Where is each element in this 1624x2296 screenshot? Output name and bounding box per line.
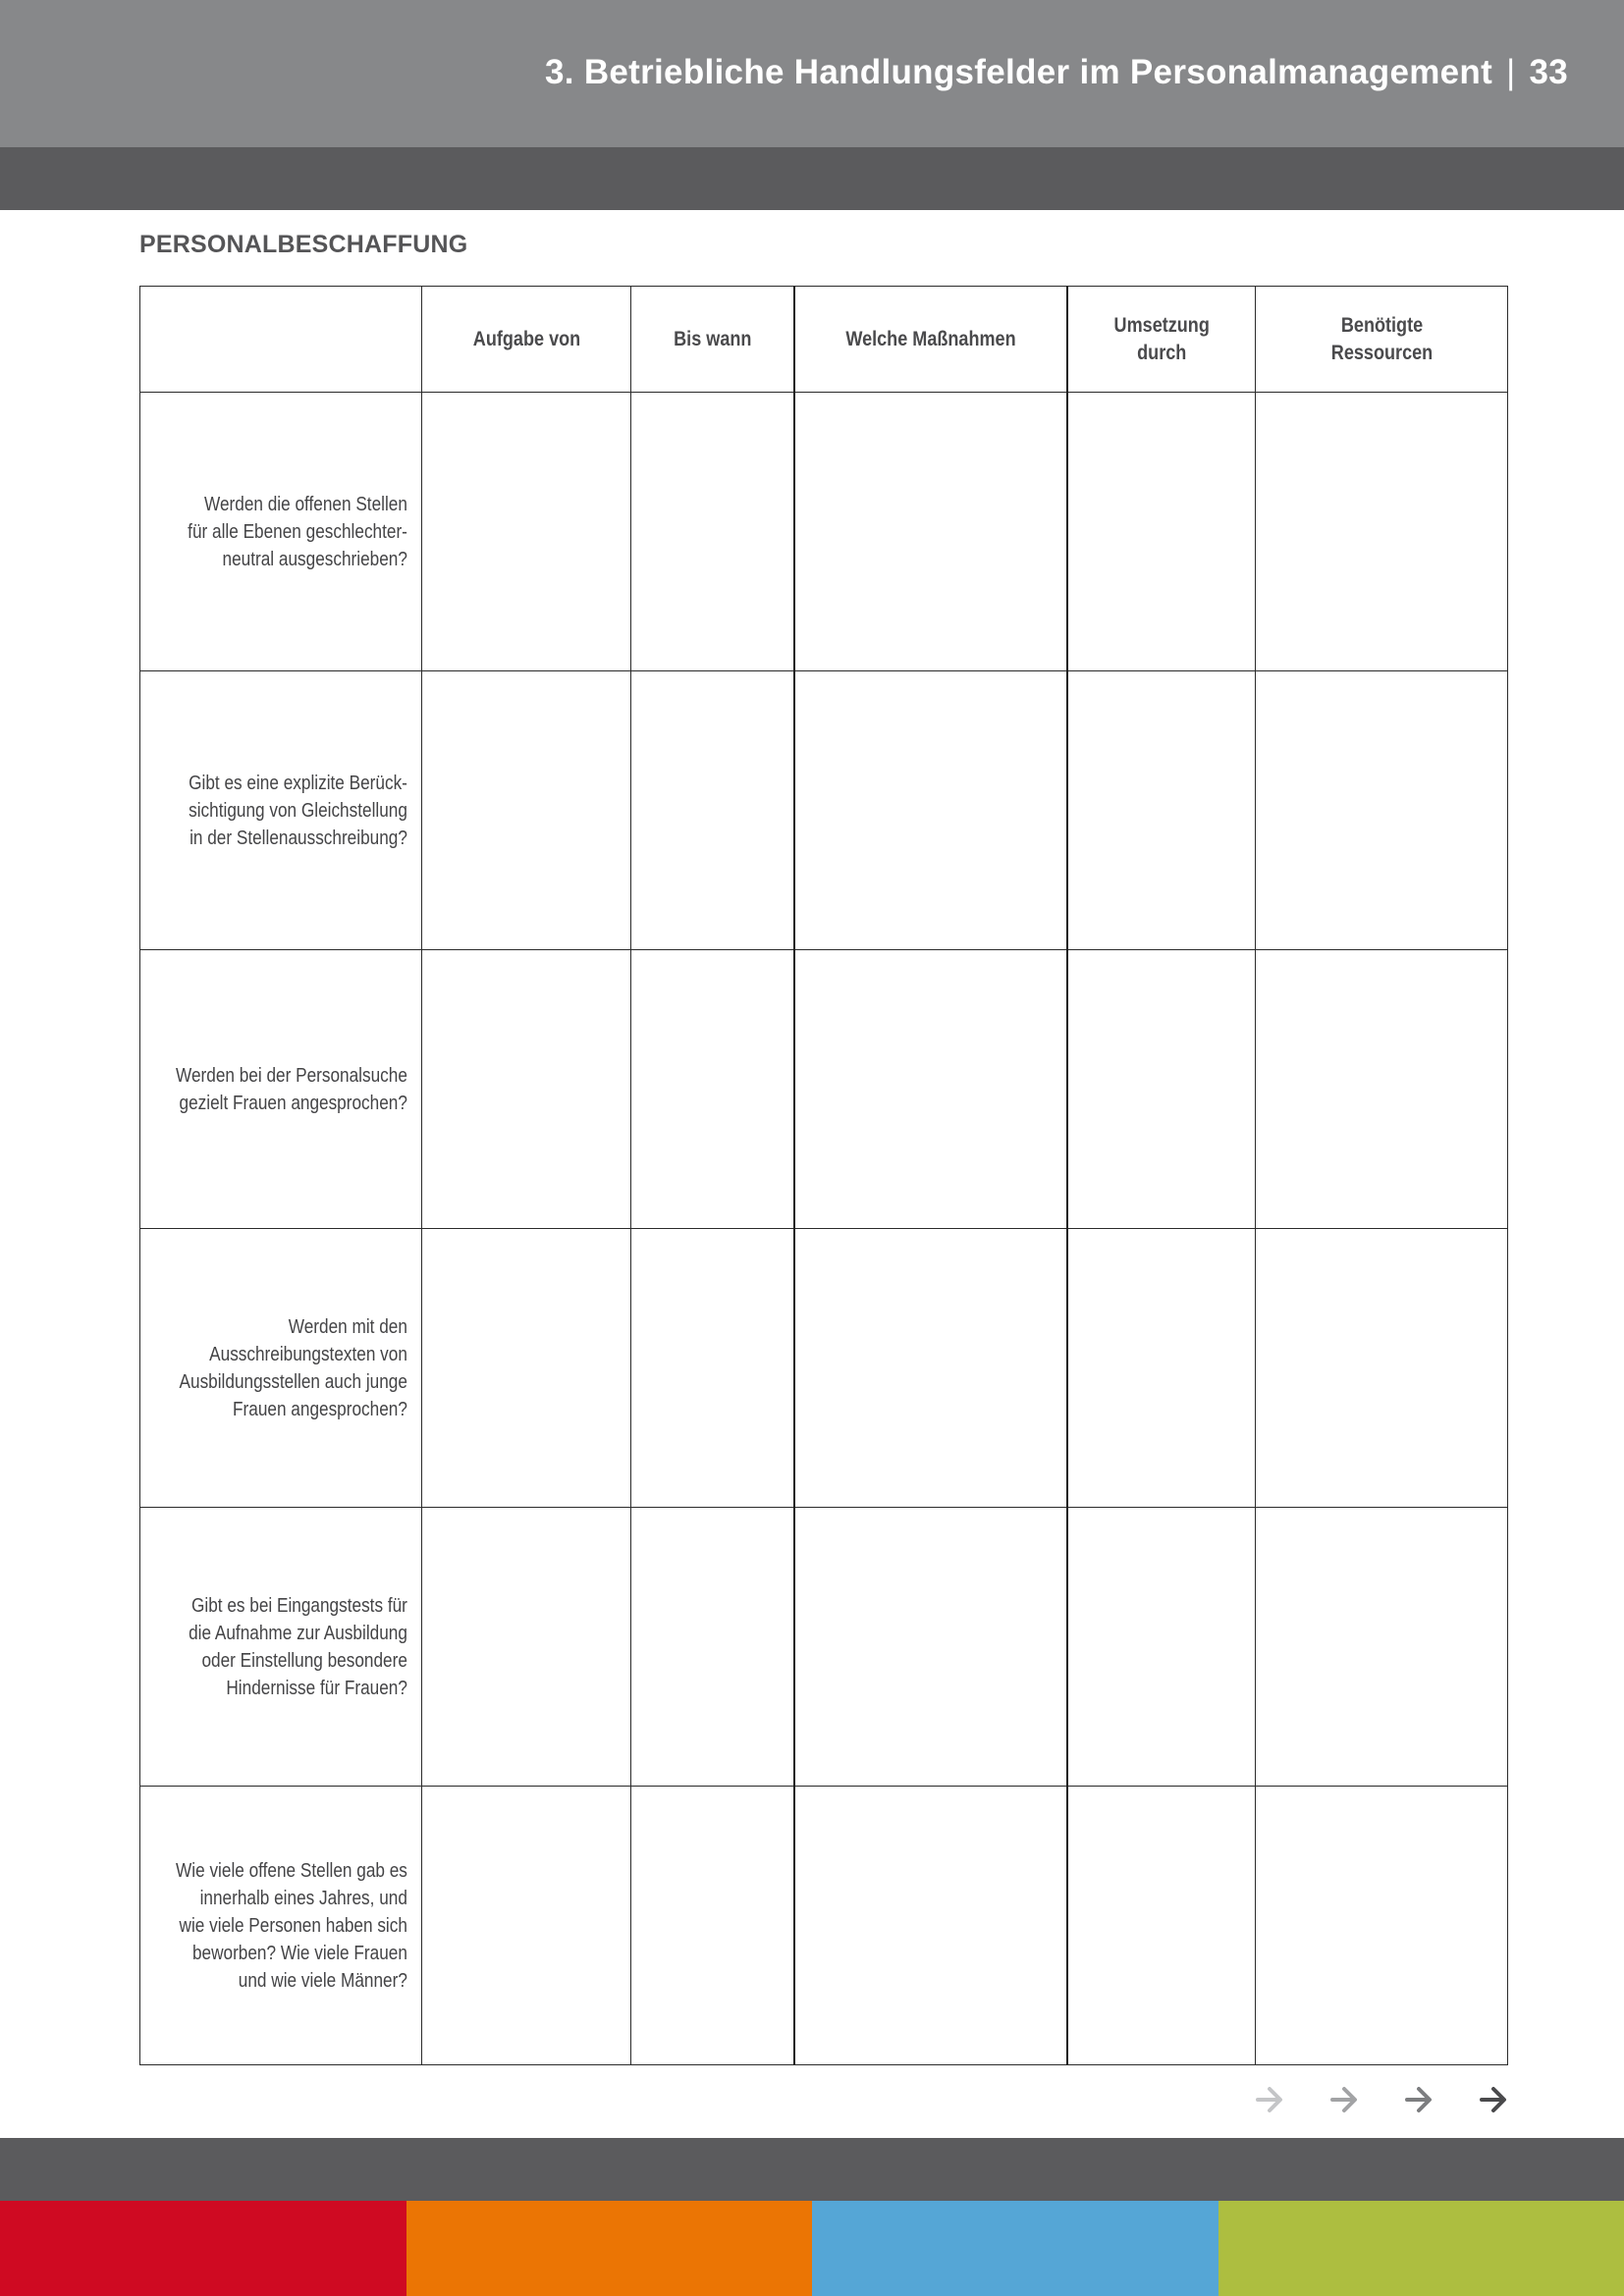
question-text: Gibt es eine explizite Berück- sichtigung von Gleichstellung in der Stellenausschreibung? — [189, 772, 407, 849]
stripe-green — [1218, 2201, 1624, 2296]
footer-band — [0, 2138, 1624, 2201]
chapter-title: 3. Betriebliche Handlungsfelder im Personalmanagement — [545, 53, 1493, 91]
planning-table — [139, 286, 1508, 2065]
color-stripes — [0, 2201, 1624, 2296]
arrow-right-icon[interactable] — [1256, 2084, 1283, 2115]
answer-cell-welche-massnahmen[interactable] — [794, 1229, 1067, 1508]
answer-cell-umsetzung-durch[interactable] — [1067, 671, 1256, 950]
stripe-red — [0, 2201, 406, 2296]
answer-cell-benoetigte-ressourcen[interactable] — [1256, 671, 1508, 950]
answer-cell-benoetigte-ressourcen[interactable] — [1256, 950, 1508, 1229]
answer-cell-umsetzung-durch[interactable] — [1067, 1787, 1256, 2065]
question-text: Gibt es bei Eingangstests für die Aufnahme zur Ausbildung oder Einstellung besondere Hindernisse für Frauen? — [189, 1594, 407, 1699]
answer-cell-welche-massnahmen[interactable] — [794, 671, 1067, 950]
answer-cell-umsetzung-durch[interactable] — [1067, 393, 1256, 671]
answer-cell-welche-massnahmen[interactable] — [794, 950, 1067, 1229]
column-header-benoetigte-ressourcen: Benötigte Ressourcen — [1272, 287, 1489, 393]
answer-cell-welche-massnahmen[interactable] — [794, 393, 1067, 671]
question-cell — [140, 1229, 422, 1508]
stripe-blue — [812, 2201, 1218, 2296]
answer-cell-umsetzung-durch[interactable] — [1067, 1508, 1256, 1787]
table-row — [140, 1508, 1508, 1787]
answer-cell-bis-wann[interactable] — [631, 393, 794, 671]
question-cell — [140, 671, 422, 950]
navigation-arrows — [1256, 2084, 1507, 2115]
question-text: Wie viele offene Stellen gab es innerhalb eines Jahres, und wie viele Personen haben sich beworben? Wie viele Frauen und wie viele Männer? — [176, 1859, 407, 1992]
answer-cell-umsetzung-durch[interactable] — [1067, 1229, 1256, 1508]
answer-cell-bis-wann[interactable] — [631, 1508, 794, 1787]
header-band — [0, 147, 1624, 210]
column-header-aufgabe-von: Aufgabe von — [436, 287, 616, 393]
answer-cell-benoetigte-ressourcen[interactable] — [1256, 1508, 1508, 1787]
column-header-umsetzung-durch: Umsetzung durch — [1080, 287, 1242, 393]
answer-cell-bis-wann[interactable] — [631, 1229, 794, 1508]
section-title: PERSONALBESCHAFFUNG — [139, 231, 468, 258]
column-header-welche-massnahmen: Welche Maßnahmen — [813, 287, 1048, 393]
question-text: Werden mit den Ausschreibungstexten von Ausbildungsstellen auch junge Frauen angesprochen? — [179, 1315, 407, 1420]
answer-cell-benoetigte-ressourcen[interactable] — [1256, 1787, 1508, 2065]
answer-cell-aufgabe-von[interactable] — [422, 1229, 631, 1508]
table-row — [140, 393, 1508, 671]
answer-cell-welche-massnahmen[interactable] — [794, 1787, 1067, 2065]
answer-cell-welche-massnahmen[interactable] — [794, 1508, 1067, 1787]
answer-cell-aufgabe-von[interactable] — [422, 393, 631, 671]
answer-cell-benoetigte-ressourcen[interactable] — [1256, 393, 1508, 671]
question-cell — [140, 1508, 422, 1787]
header-bar — [0, 0, 1624, 147]
answer-cell-umsetzung-durch[interactable] — [1067, 950, 1256, 1229]
table-row — [140, 950, 1508, 1229]
question-cell — [140, 950, 422, 1229]
question-text: Werden die offenen Stellen für alle Ebenen geschlechter- neutral ausgeschrieben? — [188, 493, 407, 570]
question-cell — [140, 1787, 422, 2065]
answer-cell-benoetigte-ressourcen[interactable] — [1256, 1229, 1508, 1508]
answer-cell-aufgabe-von[interactable] — [422, 950, 631, 1229]
table-row — [140, 1229, 1508, 1508]
answer-cell-bis-wann[interactable] — [631, 671, 794, 950]
column-header-bis-wann: Bis wann — [642, 287, 783, 393]
table-row — [140, 671, 1508, 950]
arrow-right-icon[interactable] — [1330, 2084, 1358, 2115]
question-cell — [140, 393, 422, 671]
chapter-header — [545, 53, 1568, 92]
table-header-row — [140, 287, 1508, 393]
answer-cell-aufgabe-von[interactable] — [422, 1787, 631, 2065]
question-text: Werden bei der Personalsuche gezielt Frauen angesprochen? — [176, 1064, 407, 1114]
answer-cell-bis-wann[interactable] — [631, 1787, 794, 2065]
answer-cell-bis-wann[interactable] — [631, 950, 794, 1229]
header-separator: | — [1506, 53, 1516, 91]
answer-cell-aufgabe-von[interactable] — [422, 1508, 631, 1787]
arrow-right-icon[interactable] — [1405, 2084, 1433, 2115]
answer-cell-aufgabe-von[interactable] — [422, 671, 631, 950]
stripe-orange — [406, 2201, 813, 2296]
arrow-right-icon[interactable] — [1480, 2084, 1507, 2115]
page-number: 33 — [1529, 53, 1568, 91]
table-row — [140, 1787, 1508, 2065]
column-header-empty — [140, 287, 422, 393]
